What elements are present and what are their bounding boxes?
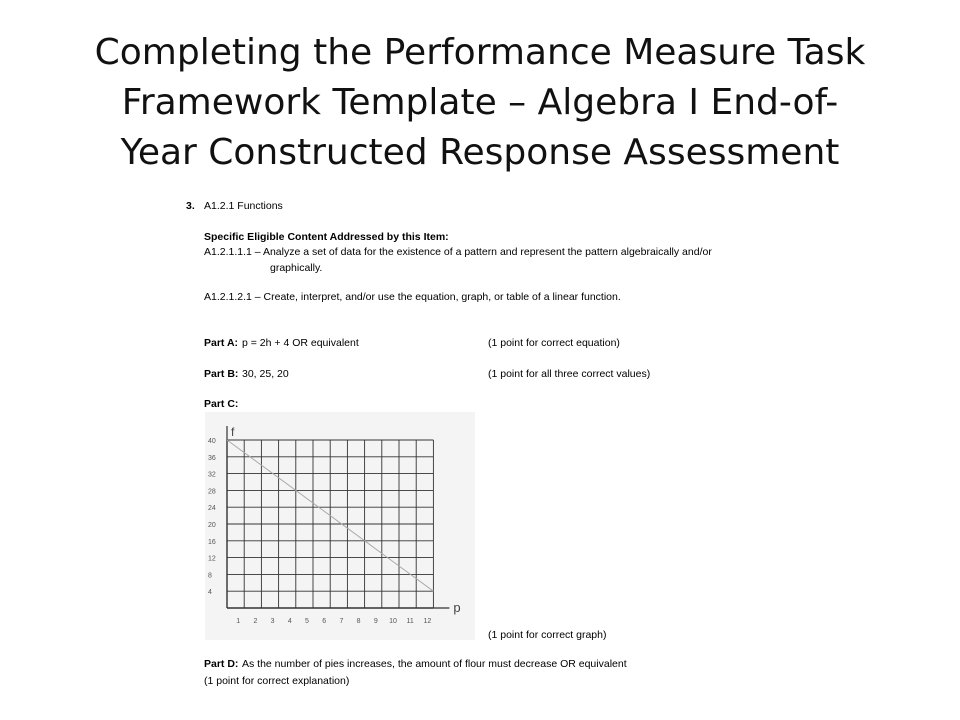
eligible-content-1-cont: graphically. [270, 262, 323, 274]
eligible-content-1: A1.2.1.1.1 – Analyze a set of data for the existence of a pattern and represent the pattern algebraically and/or [204, 246, 712, 258]
x-tick-label: 10 [389, 618, 397, 625]
x-tick-label: 9 [373, 618, 378, 625]
x-tick-label: 6 [322, 618, 327, 625]
y-tick-label: 16 [208, 538, 216, 546]
slide-title [0, 28, 960, 178]
x-tick-label: 3 [270, 618, 275, 625]
y-tick-label: 28 [208, 488, 216, 496]
y-tick-label: 20 [208, 522, 216, 529]
part-d-points: (1 point for correct explanation) [204, 675, 350, 687]
x-tick-label: 1 [236, 618, 241, 625]
content-heading: Specific Eligible Content Addressed by this Item: [204, 231, 449, 243]
x-axis-label: p [453, 600, 461, 615]
x-tick-label: 4 [287, 618, 292, 625]
x-tick-label: 7 [339, 618, 344, 625]
y-tick-label: 8 [208, 572, 212, 580]
part-b-points: (1 point for all three correct values) [488, 368, 651, 380]
title-line-1: Completing the Performance Measure Task [94, 32, 866, 73]
part-d-answer: As the number of pies increases, the amount of flour must decrease OR equivalent [242, 658, 627, 670]
title-line-3: Year Constructed Response Assessment [120, 132, 840, 173]
part-a-label: Part A: [204, 337, 239, 349]
x-tick-label: 2 [253, 618, 258, 625]
item-number: 3. [186, 200, 195, 212]
item-title: A1.2.1 Functions [204, 200, 283, 212]
y-tick-label: 40 [208, 438, 216, 445]
x-tick-label: 8 [356, 618, 361, 625]
y-tick-label: 36 [208, 454, 216, 462]
y-tick-label: 12 [208, 555, 216, 563]
part-b-answer: 30, 25, 20 [242, 368, 289, 380]
part-a-points: (1 point for correct equation) [488, 337, 620, 349]
part-b-label: Part B: [204, 368, 239, 380]
part-c-graph [205, 410, 475, 640]
y-tick-label: 32 [208, 471, 216, 479]
y-axis-label: f [231, 425, 235, 439]
x-tick-label: 12 [423, 618, 432, 625]
part-a-answer: p = 2h + 4 OR equivalent [242, 337, 359, 349]
x-tick-label: 5 [305, 618, 309, 625]
eligible-content-2: A1.2.1.2.1 – Create, interpret, and/or use the equation, graph, or table of a linear function. [204, 291, 621, 303]
part-d-label: Part D: [204, 658, 239, 670]
graph-ticks [208, 438, 431, 625]
part-c-label: Part C: [204, 398, 239, 410]
y-tick-label: 4 [208, 589, 212, 597]
graph-grid [227, 426, 449, 608]
y-tick-label: 24 [208, 505, 216, 513]
title-line-2: Framework Template – Algebra I End-of- [121, 82, 839, 123]
x-tick-label: 11 [406, 618, 414, 625]
part-c-points: (1 point for correct graph) [488, 629, 607, 641]
